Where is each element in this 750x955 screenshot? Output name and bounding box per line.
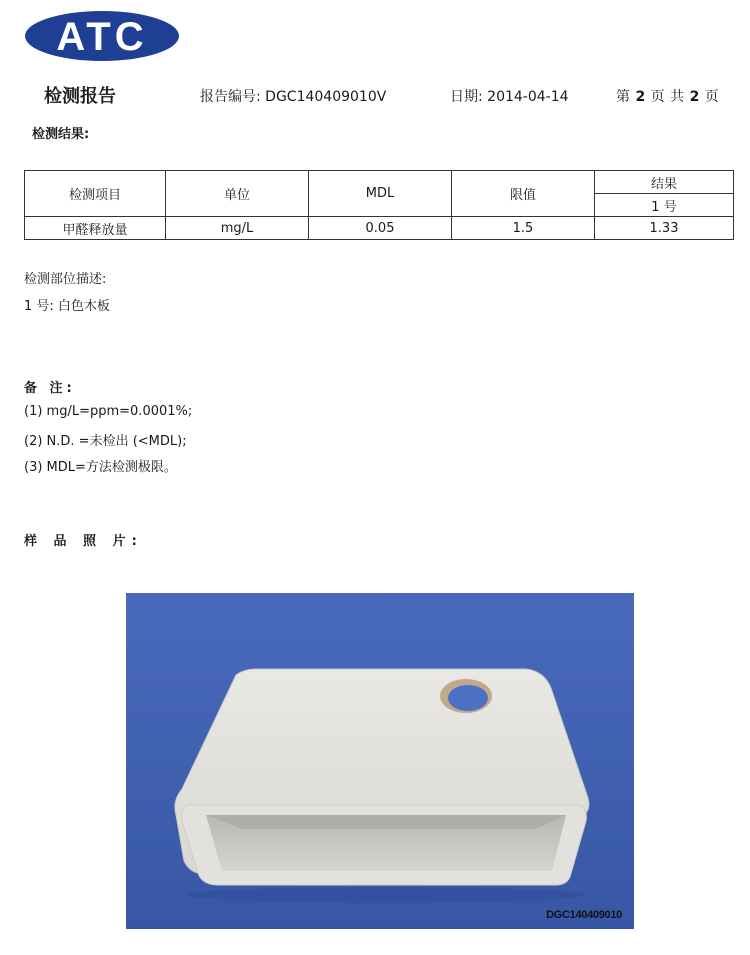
sample-photo (126, 593, 634, 929)
sample-board-image (126, 593, 634, 929)
report-number: 报告编号: DGC140409010V (200, 89, 387, 105)
page-indicator: 第 2 页 共 2 页 (616, 89, 720, 105)
results-table (24, 170, 734, 240)
photo-title: 样 品 照 片: (24, 534, 143, 549)
notes-title: 备 注: (24, 381, 76, 396)
col-header-result: 结果 (595, 171, 734, 194)
report-header (0, 84, 750, 106)
cell-limit: 1.5 (452, 217, 595, 240)
col-header-unit: 单位 (166, 171, 309, 217)
table-row (25, 217, 734, 240)
col-header-item: 检测项目 (25, 171, 166, 217)
photo-caption: DGC140409010 (546, 909, 622, 921)
col-header-limit: 限值 (452, 171, 595, 217)
col-header-mdl: MDL (309, 171, 452, 217)
report-title: 检测报告 (44, 86, 116, 107)
page-current: 2 (635, 89, 646, 105)
atc-logo (24, 10, 180, 62)
note-item: (2) N.D. =未检出 (<MDL); (24, 434, 187, 449)
cell-item: 甲醛释放量 (25, 217, 166, 240)
note-item: (1) mg/L=ppm=0.0001%; (24, 404, 193, 419)
description-label: 检测部位描述: (24, 272, 107, 287)
cell-mdl: 0.05 (309, 217, 452, 240)
report-date: 日期: 2014-04-14 (450, 89, 569, 105)
description-value: 1 号: 白色木板 (24, 299, 110, 314)
cell-unit: mg/L (166, 217, 309, 240)
cell-result: 1.33 (595, 217, 734, 240)
atc-logo-icon (24, 10, 180, 62)
results-title: 检测结果: (32, 127, 90, 142)
page-total: 2 (689, 89, 700, 105)
svg-text:ATC: ATC (56, 15, 148, 59)
note-item: (3) MDL=方法检测极限。 (24, 460, 177, 475)
col-header-result-sub: 1 号 (595, 194, 734, 217)
